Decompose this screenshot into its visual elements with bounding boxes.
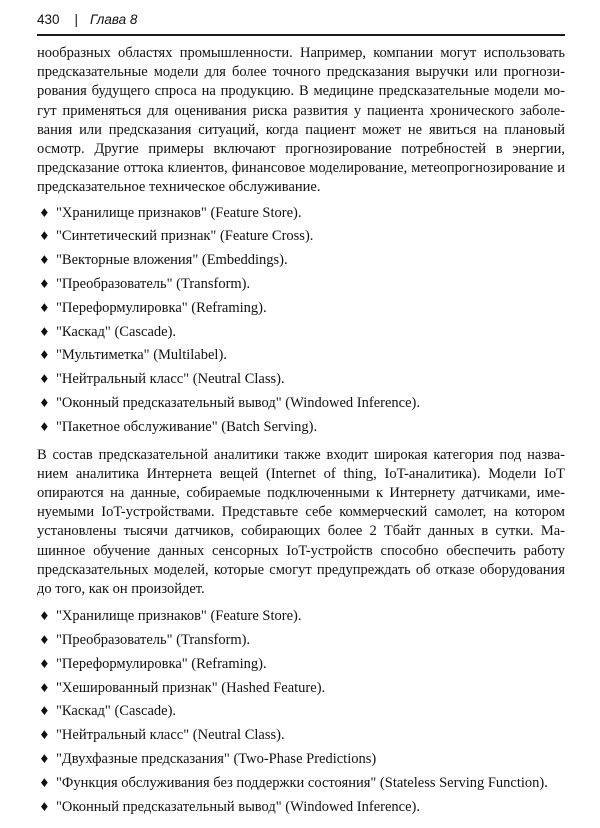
diamond-bullet-icon: ♦ [39,253,50,268]
diamond-bullet-icon: ♦ [39,324,50,339]
diamond-bullet-icon: ♦ [39,704,50,719]
diamond-bullet-icon: ♦ [39,300,50,315]
list-item: ♦ "Синтетический признак" (Feature Cross). [37,225,565,249]
diamond-bullet-icon: ♦ [39,372,50,387]
chapter-title: Глава 8 [90,12,138,27]
header-rule [37,34,565,36]
diamond-bullet-icon: ♦ [39,633,50,648]
diamond-bullet-icon: ♦ [39,799,50,814]
list-item: ♦ "Преобразователь" (Transform). [37,273,565,297]
pattern-list-1 [37,202,565,440]
diamond-bullet-icon: ♦ [39,229,50,244]
diamond-bullet-icon: ♦ [39,277,50,292]
list-item: ♦ "Переформулировка" (Reframing). [37,653,565,677]
diamond-bullet-icon: ♦ [39,396,50,410]
diamond-bullet-icon: ♦ [39,609,50,624]
list-item: ♦ "Каскад" (Cascade). [37,321,565,345]
diamond-bullet-icon: ♦ [39,348,50,363]
list-item: ♦ "Пакетное обслуживание" (Batch Serving). [37,416,565,440]
pattern-list-2 [37,605,565,819]
diamond-bullet-icon: ♦ [39,205,50,220]
list-item: ♦ "Функция обслуживания без поддержки состояния" (Stateless Serving Function). [37,772,565,796]
running-header [37,12,565,32]
list-item: ♦ "Переформулировка" (Reframing). [37,297,565,321]
diamond-bullet-icon: ♦ [39,752,50,766]
header-separator: | [74,12,79,27]
list-item: ♦ "Мультиметка" (Multilabel). [37,344,565,368]
list-item: ♦ "Хранилище признаков" (Feature Store). [37,605,565,629]
list-item: ♦ "Преобразователь" (Transform). [37,629,565,653]
page-number: 430 [37,12,60,27]
paragraph: В состав предсказательной аналитики также входит широкая категория под названием аналитика Интернета вещей (Internet of thing, IoT-аналитика). Модели IoT опираются на данные, собираемые подключенными к Интернету датчиками, именуемыми IoT-устройствами. Представьте себе коммерческий самолет, на котором установлены тысячи датчиков, собирающих более 2 Тбайт данных в сутки. Машинное обучение данных сенсорных IoT-устройств способно обеспечить работу предсказательных моделей, которые смогут предупреждать об отказе оборудования до того, как он произойдет. [37,446,565,598]
list-item: ♦ "Хешированный признак" (Hashed Feature). [37,677,565,701]
list-item: ♦ "Векторные вложения" (Embeddings). [37,249,565,273]
list-item: ♦ "Каскад" (Cascade). [37,700,565,724]
list-item: ♦ "Оконный предсказательный вывод" (Windowed Inference). [37,796,565,820]
diamond-bullet-icon: ♦ [39,419,50,434]
diamond-bullet-icon: ♦ [39,775,50,790]
list-item: ♦ "Нейтральный класс" (Neutral Class). [37,724,565,748]
paragraph: нообразных областях промышленности. Например, компании могут использовать предсказательные модели для более точного предсказания выручки или прогнозирования будущего спроса на продукцию. В медицине предсказательные модели могут применяться для оценивания риска развития у пациента хронического заболевания или предсказания ситуаций, когда пациент может не явиться на плановый осмотр. Другие примеры включают прогнозирование потребностей в энергии, предсказание оттока клиентов, финансовое моделирование, метеопрогнозирование и предсказательное техническое обслуживание. [37,45,565,196]
list-item: ♦ "Оконный предсказательный вывод" (Windowed Inference). [37,392,565,416]
list-item: ♦ "Двухфазные предсказания" (Two-Phase Predictions) [37,748,565,772]
diamond-bullet-icon: ♦ [39,728,50,743]
diamond-bullet-icon: ♦ [39,656,50,671]
list-item: ♦ "Хранилище признаков" (Feature Store). [37,202,565,226]
diamond-bullet-icon: ♦ [39,680,50,695]
page-body [37,44,565,823]
list-item: ♦ "Нейтральный класс" (Neutral Class). [37,368,565,392]
